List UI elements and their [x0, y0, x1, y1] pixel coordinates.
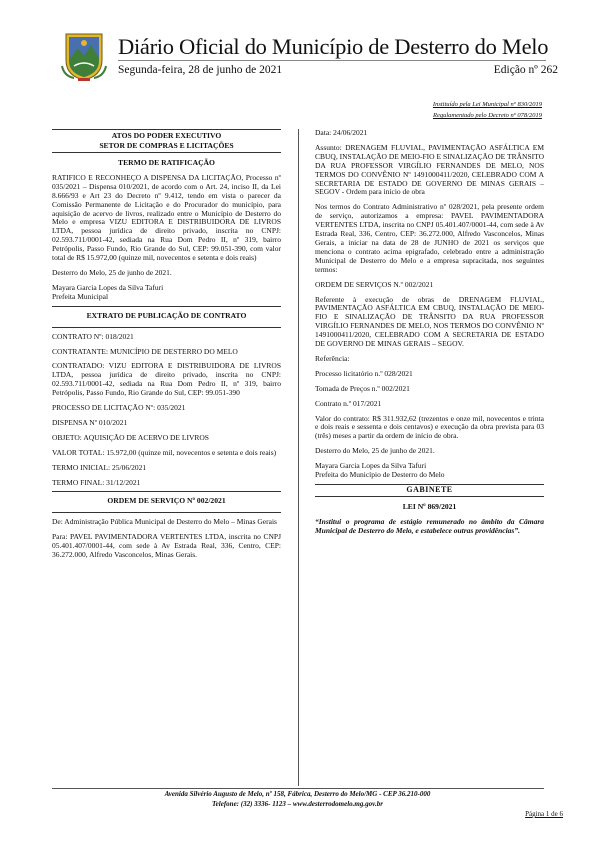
section-header-gabinete: GABINETE: [315, 484, 544, 497]
left-column: [52, 129, 281, 566]
section-title-executive: ATOS DO PODER EXECUTIVO: [111, 131, 222, 140]
institution-law: Instituído pela Lei Municipal nº 830/2019: [432, 101, 542, 108]
divider: [52, 512, 281, 513]
edition-number: Edição nº 262: [493, 64, 558, 76]
footer-rule: [52, 788, 544, 789]
paragraph-local-date: Desterro do Melo, 25 de junho de 2021.: [315, 446, 435, 456]
right-column: [315, 129, 544, 542]
paragraph-date: Data: 24/06/2021: [315, 128, 368, 137]
paragraph-start-term: TERMO INICIAL: 25/06/2021: [52, 462, 147, 472]
paragraph-total-value: VALOR TOTAL: 15.972,00 (quinze mil, novecentos e setenta e dois reais): [52, 447, 277, 457]
signature-name: Mayara Garcia Lopes da Silva Tafuri: [52, 282, 164, 292]
paragraph-service-order: ORDEM DE SERVIÇOS N.º 002/2021: [315, 279, 434, 289]
section-header-executive: [52, 129, 281, 153]
paragraph-ratificacao: RATIFICO E RECONHEÇO A DISPENSA DA LICITAÇÃO, Processo nº 035/2021 – Dispensa 010/2021, de acordo com o Art. 24, inciso II, da Lei 8.666/93 e Art 23 do Decreto nº 9.412, tendo em vista o parecer da Comissão Permanente de Licitação e do Procurador do município, para aquisição de acervo de livros, realizado entre o Município de Desterro do Melo e empresa VIZU EDITORA E DISTRIBUIDORA DE LIVROS LTDA, pessoa jurídica de direito privado, inscrita no CNPJ: 02.593.711/0001-42, sediada na Rua Dom Pedro II, nº 319, bairro Petrópolis, Passo Fundo, Rio Grande do Sul, CEP: 99.051-390, com valor total de R$ 15.972,00 (quinze mil, novecentos e setenta e dois reais): [52, 172, 281, 263]
institution-notes: [433, 99, 542, 121]
paragraph-reference: Referência:: [315, 353, 350, 363]
paragraph-contract-number: CONTRATO Nº: 018/2021: [52, 331, 134, 341]
heading-service-order: ORDEM DE SERVIÇO Nº 002/2021: [107, 496, 226, 506]
divider: [52, 306, 281, 307]
column-divider: [298, 129, 299, 786]
institution-decree: Regulamentado pelo Decreto nº 078/2019: [432, 112, 542, 119]
publication-date: Segunda-feira, 28 de junho de 2021: [118, 64, 283, 76]
municipal-coat-of-arms-icon: [60, 30, 108, 82]
footer-contact: Telefone: (32) 3336- 1123 – www.desterrodomelo.mg.gov.br: [212, 799, 383, 808]
paragraph-process: PROCESSO DE LICITAÇÃO Nº: 035/2021: [52, 403, 186, 413]
heading-extrato: EXTRATO DE PUBLICAÇÃO DE CONTRATO: [86, 310, 247, 320]
masthead-rule: [118, 60, 546, 61]
divider: [52, 327, 281, 328]
paragraph-subject: Assunto: DRENAGEM FLUVIAL, PAVIMENTAÇÃO ASFÁLTICA EM CBUQ, INSTALAÇÃO DE MEIO-FIO E SINALIZAÇÃO DE TRÂNSITO DA RUA PROFESSOR VIRGÍLIO FERNANDES DE MELO, NOS TERMOS DO CONVÊNIO Nº 1491000411/2020, CELEBRADO COM A SECRETARIA DE ESTADO DE GOVERNO DE MINAS GERAIS – SEGOV - Ordem para início de obra: [315, 142, 544, 197]
paragraph-contracted: CONTRATADO: VIZU EDITORA E DISTRIBUIDORA DE LIVROS LTDA, pessoa jurídica de direito privado, inscrita no CNPJ: 02.593.711/0001-42, sediada na Rua Dom Pedro II, nº 319, bairro Petrópolis, Passo Fundo, Rio Grande do Sul, CEP: 99.051-390: [52, 361, 281, 398]
footer-address: Avenida Silvério Augusto de Melo, nº 158, Fábrica, Desterro do Melo/MG - CEP 36.210-000: [164, 790, 431, 798]
law-summary: “Institui o programa de estágio remunerado no âmbito da Câmara Municipal de Desterro do Melo, e estabelece outras providências”.: [315, 516, 544, 535]
paragraph-referring: Referente à execução de obras de DRENAGEM FLUVIAL, PAVIMENTAÇÃO ASFÁLTICA EM CBUQ, INSTALAÇÃO DE MEIO-FIO E SINALIZAÇÃO DE TRÂNSITO DA RUA PROFESSOR VIRGÍLIO FERNANDES DE MELO, NOS TERMOS DO CONVÊNIO Nº 1491000411/2020, CELEBRADO COM A SECRETARIA DE ESTADO DE GOVERNO DE MINAS GERAIS – SEGOV.: [315, 294, 544, 349]
signature-role: Prefeita do Município de Desterro do Melo: [315, 470, 445, 480]
heading-ratificacao: TERMO DE RATIFICAÇÃO: [118, 158, 215, 167]
signature-name: Mayara Garcia Lopes da Silva Tafuri: [315, 461, 427, 471]
paragraph-to: Para: PAVEL PAVIMENTADORA VERTENTES LTDA, inscrita no CNPJ 05.401.407/0001-44, com sede à Av Estrada Real, 336, Centro, CEP: 36.272.000, Alfredo Vasconcelos, Minas Gerais.: [52, 532, 281, 560]
divider: [52, 491, 281, 492]
paragraph-contractor: CONTRATANTE: MUNICÍPIO DE DESTERRO DO MELO: [52, 346, 238, 356]
paragraph-contract: Contrato n.º 017/2021: [315, 398, 382, 408]
masthead: [60, 30, 560, 90]
section-title-purchasing: SETOR DE COMPRAS E LICITAÇÕES: [99, 141, 234, 150]
paragraph-end-term: TERMO FINAL: 31/12/2021: [52, 477, 141, 487]
footer: [0, 790, 595, 809]
page-number: Página 1 de 6: [525, 810, 563, 818]
paragraph-from: De: Administração Pública Municipal de Desterro do Melo – Minas Gerais: [52, 517, 277, 527]
paragraph-terms: Nos termos do Contrato Administrativo nº 028/2021, pela presente ordem de serviço, autorizamos a empresa: PAVEL PAVIMENTADORA VERTENTES LTDA, inscrita no CNPJ 05.401.407/0001-44, com sede à Av Estrada Real, 336, Centro, CEP: 36.272.000, Alfredo Vasconcelos, Minas Gerais, a iniciar na data de 28 de JUNHO de 2021 os serviços que menciona o contrato acima epigrafado, celebrado entre a administração Municipal de Desterro do Melo e a empresa supracitada, nos seguintes termos:: [315, 202, 544, 274]
paragraph-bidding-process: Processo licitatório n.º 028/2021: [315, 368, 413, 378]
paragraph-contract-value: Valor do contrato: R$ 311.932,62 (trezentos e onze mil, novecentos e trinta e dois reais e sessenta e dois centavos) e execução da obra prevista para 03 (três) meses a partir da ordem de início de obra.: [315, 413, 544, 441]
paragraph-price-quote: Tomada de Preços n.º 002/2021: [315, 383, 410, 393]
gazette-title: Diário Oficial do Município de Desterro do Melo: [118, 34, 549, 59]
heading-law: LEI Nº 869/2021: [402, 501, 457, 511]
signature-role: Prefeita Municipal: [52, 291, 109, 301]
paragraph-object: OBJETO: AQUISIÇÃO DE ACERVO DE LIVROS: [52, 432, 209, 442]
paragraph-dispensa: DISPENSA Nº 010/2021: [52, 417, 128, 427]
paragraph-local-date: Desterro do Melo, 25 de junho de 2021.: [52, 267, 172, 277]
